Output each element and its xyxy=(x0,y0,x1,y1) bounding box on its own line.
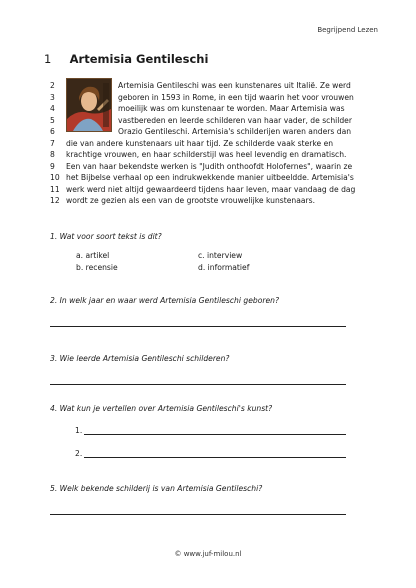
sub-number-2: 2. xyxy=(75,449,83,458)
line-text: Orazio Gentileschi. Artemisia's schilderijen waren anders dan xyxy=(118,127,352,136)
text-line xyxy=(50,80,375,92)
line-text: vastbereden en leerde schilderen van haar vader, de schilder xyxy=(118,115,352,125)
line-text: die van andere kunstenaars uit haar tijd. Ze schilderde vaak sterke en xyxy=(66,138,334,148)
question-5: 5. Welk bekende schilderij is van Artemisia Gentileschi? xyxy=(50,484,263,493)
question-2: 2. In welk jaar en waar werd Artemisia Gentileschi geboren? xyxy=(50,296,279,305)
line-text: het Bijbelse verhaal op een indrukwekkende manier uitbeeldde. Artemisia's xyxy=(66,173,354,182)
line-number: 12 xyxy=(50,196,60,205)
footer-copyright: © www.juf-milou.nl xyxy=(174,550,242,558)
line-number: 3 xyxy=(50,92,55,102)
line-text: Artemisia Gentileschi was een kunstenares uit Italië. Ze werd xyxy=(118,81,351,90)
question-4: 4. Wat kun je vertellen over Artemisia Gentileschi's kunst? xyxy=(50,404,273,413)
text-line xyxy=(50,138,375,150)
option-a[interactable]: a. artikel xyxy=(76,251,110,260)
text-line xyxy=(50,115,375,127)
text-line xyxy=(50,149,375,161)
line-number: 9 xyxy=(50,161,55,171)
text-line xyxy=(50,103,375,115)
line-number: 5 xyxy=(50,115,55,125)
line-text: moeilijk was om kunstenaar te worden. Maar Artemisia was xyxy=(118,104,345,113)
answer-line-2[interactable] xyxy=(50,326,346,327)
line-number: 6 xyxy=(50,127,55,136)
line-number: 10 xyxy=(50,173,60,182)
option-c[interactable]: c. interview xyxy=(198,251,243,260)
option-d[interactable]: d. informatief xyxy=(198,263,250,272)
sub-number-1: 1. xyxy=(75,426,83,435)
line-text: werk werd niet altijd gewaardeerd tijdens haar leven, maar vandaag de dag xyxy=(66,184,356,194)
reading-text xyxy=(50,80,375,207)
document-title xyxy=(44,52,208,66)
question-1: 1. Wat voor soort tekst is dit? xyxy=(50,232,162,241)
answer-line-4-2[interactable] xyxy=(84,457,346,458)
line-text: Een van haar bekendste werken is "Judith onthoofdt Holofernes", waarin ze xyxy=(66,161,353,171)
line-text: krachtige vrouwen, en haar schilderstijl was heel levendig en dramatisch. xyxy=(66,150,347,159)
text-line xyxy=(50,161,375,173)
line-text: geboren in 1593 in Rome, in een tijd waarin het voor vrouwen xyxy=(118,92,354,102)
answer-line-4-1[interactable] xyxy=(84,434,346,435)
title-line-number: 1 xyxy=(44,52,52,66)
title-text: Artemisia Gentileschi xyxy=(69,52,209,66)
text-line xyxy=(50,92,375,104)
question-3: 3. Wie leerde Artemisia Gentileschi schilderen? xyxy=(50,354,230,363)
line-text: wordt ze gezien als een van de grootste vrouwelijke kunstenaars. xyxy=(66,196,316,205)
answer-line-5[interactable] xyxy=(50,514,346,515)
line-number: 8 xyxy=(50,150,55,159)
text-line xyxy=(50,172,375,184)
text-line xyxy=(50,184,375,196)
text-line xyxy=(50,126,375,138)
line-number: 4 xyxy=(50,104,55,113)
line-number: 7 xyxy=(50,138,55,148)
text-line xyxy=(50,195,375,207)
line-number: 11 xyxy=(50,184,60,194)
answer-line-3[interactable] xyxy=(50,384,346,385)
line-number: 2 xyxy=(50,81,55,90)
page-header: Begrijpend Lezen xyxy=(317,26,378,34)
option-b[interactable]: b. recensie xyxy=(76,263,118,272)
